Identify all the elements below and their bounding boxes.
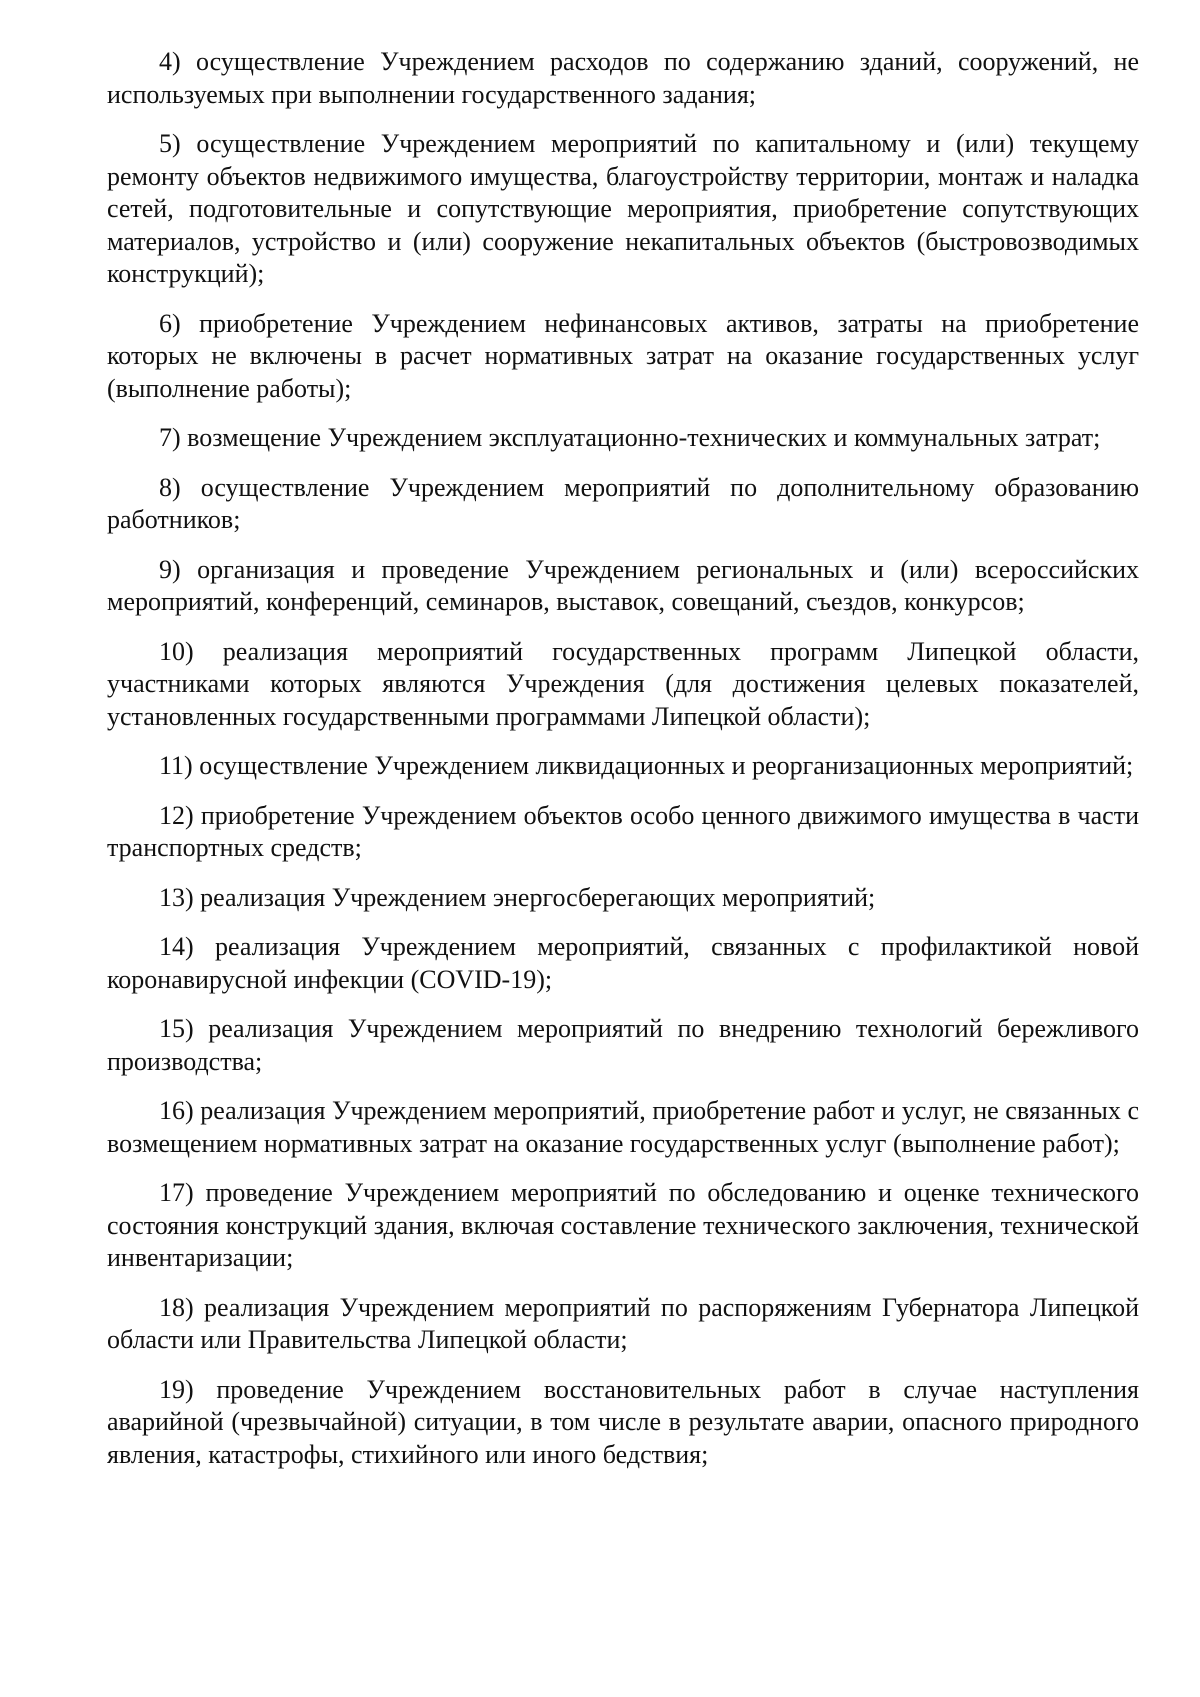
list-item-13: 13) реализация Учреждением энергосберегающих мероприятий;: [159, 882, 876, 912]
list-item-9: 9) организация и проведение Учреждением региональных и (или) всероссийских мероприятий, конференций, семинаров, выставок, совещаний, съездов, конкурсов;: [107, 554, 1139, 616]
list-item-15: 15) реализация Учреждением мероприятий по внедрению технологий бережливого производства;: [107, 1014, 1139, 1076]
list-item-6: 6) приобретение Учреждением нефинансовых активов, затраты на приобретение которых не включены в расчет нормативных затрат на оказание государственных услуг (выполнение работы);: [107, 308, 1139, 403]
list-item-16: 16) реализация Учреждением мероприятий, приобретение работ и услуг, не связанных с возмещением нормативных затрат на оказание государственных услуг (выполнение работ);: [107, 1096, 1139, 1158]
list-item-14: 14) реализация Учреждением мероприятий, связанных с профилактикой новой коронавирусной инфекции (COVID-19);: [107, 932, 1139, 994]
list-item-4: 4) осуществление Учреждением расходов по содержанию зданий, сооружений, не используемых при выполнении государственного задания;: [107, 47, 1139, 109]
list-item-12: 12) приобретение Учреждением объектов особо ценного движимого имущества в части транспортных средств;: [107, 800, 1139, 862]
list-item-19: 19) проведение Учреждением восстановительных работ в случае наступления аварийной (чрезвычайной) ситуации, в том числе в результате аварии, опасного природного явления, катастрофы, стихийного или иного бедствия;: [107, 1374, 1139, 1469]
document-body: [107, 46, 1139, 1488]
list-item-7: 7) возмещение Учреждением эксплуатационно-технических и коммунальных затрат;: [159, 423, 1101, 452]
list-item-11: 11) осуществление Учреждением ликвидационных и реорганизационных мероприятий;: [159, 751, 1134, 780]
list-item-5: 5) осуществление Учреждением мероприятий по капитальному и (или) текущему ремонту объектов недвижимого имущества, благоустройству территории, монтаж и наладка сетей, подготовительные и сопутствующие мероприятия, приобретение сопутствующих материалов, устройство и (или) сооружение некапитальных объектов (быстровозводимых конструкций);: [107, 129, 1139, 288]
list-item-18: 18) реализация Учреждением мероприятий по распоряжениям Губернатора Липецкой области или Правительства Липецкой области;: [107, 1292, 1139, 1354]
list-item-10: 10) реализация мероприятий государственных программ Липецкой области, участниками которых являются Учреждения (для достижения целевых показателей, установленных государственными программами Липецкой области);: [107, 636, 1139, 731]
list-item-17: 17) проведение Учреждением мероприятий по обследованию и оценке технического состояния конструкций здания, включая составление технического заключения, технической инвентаризации;: [107, 1178, 1139, 1272]
list-item-8: 8) осуществление Учреждением мероприятий по дополнительному образованию работников;: [107, 472, 1139, 534]
